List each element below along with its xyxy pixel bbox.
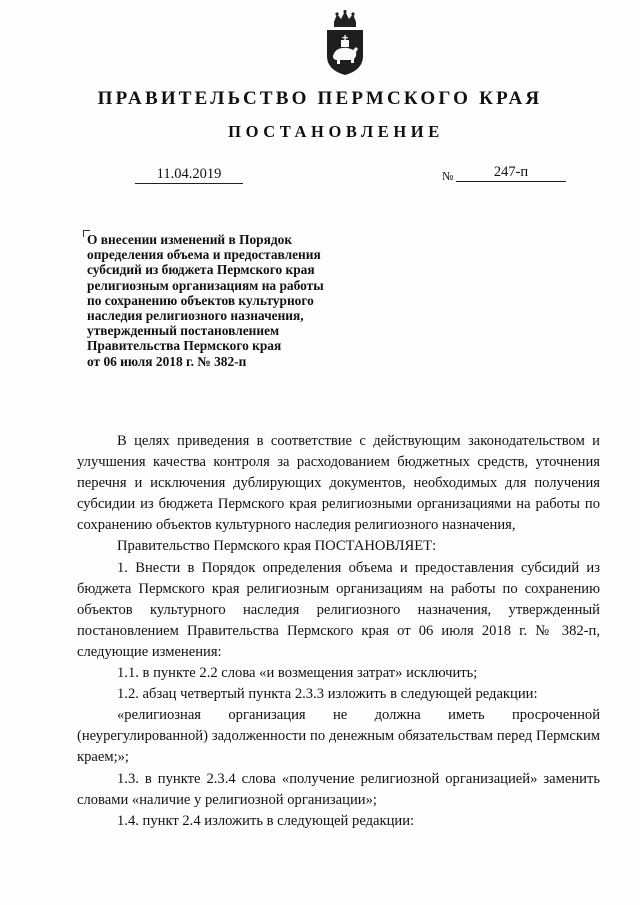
perm-krai-coat-of-arms-icon [323, 10, 367, 76]
paragraph-resolves: Правительство Пермского края ПОСТАНОВЛЯЕТ: [117, 538, 437, 555]
document-date: 11.04.2019 [135, 166, 243, 184]
document-body [77, 431, 600, 832]
paragraph-item-1-1: 1.1. в пункте 2.2 слова «и возмещения затрат» исключить; [117, 665, 478, 682]
paragraph-item-1-4: 1.4. пункт 2.4 изложить в следующей редакции: [117, 812, 415, 829]
paragraph-item-1: 1. Внести в Порядок определения объема и предоставления субсидий из бюджета Пермского края религиозным организациям на работы по сохранению объектов культурного наследия религиозного назначения, утвержденный постановлением Правительства Пермского края от 06 июля 2018 г. № 382-п, следующие изменения: [77, 559, 600, 660]
number-label: № [442, 169, 454, 183]
paragraph-preamble: В целях приведения в соответствие с действующим законодательством и улучшения качества контроля за расходованием бюджетных средств, уточнения перечня и исключения дублирующих документов, необходимых для получения субсидии из бюджета Пермского края религиозными организациями на работы по сохранению объектов культурного наследия религиозного назначения, [77, 433, 600, 534]
document-number: 247-п [456, 164, 566, 182]
document-type: ПОСТАНОВЛЕНИЕ [228, 122, 444, 141]
paragraph-item-1-2: 1.2. абзац четвертый пункта 2.3.3 изложить в следующей редакции: [117, 686, 538, 703]
document-subject: О внесении изменений в Порядок определения объема и предоставления субсидий из бюджета Пермского края религиозным организациям на работы по сохранению объектов культурного наследия религиозного назначения, утвержденный постановлением Правительства Пермского края от 06 июля 2018 г. № 382-п [87, 232, 324, 369]
paragraph-quoted-text: «религиозная организация не должна иметь просроченной (неурегулированной) задолженности по денежным обязательствам перед Пермским краем;»; [77, 707, 600, 766]
paragraph-item-1-3: 1.3. в пункте 2.3.4 слова «получение религиозной организацией» заменить словами «наличие у религиозной организации»; [77, 770, 600, 808]
government-title: ПРАВИТЕЛЬСТВО ПЕРМСКОГО КРАЯ [97, 88, 543, 109]
